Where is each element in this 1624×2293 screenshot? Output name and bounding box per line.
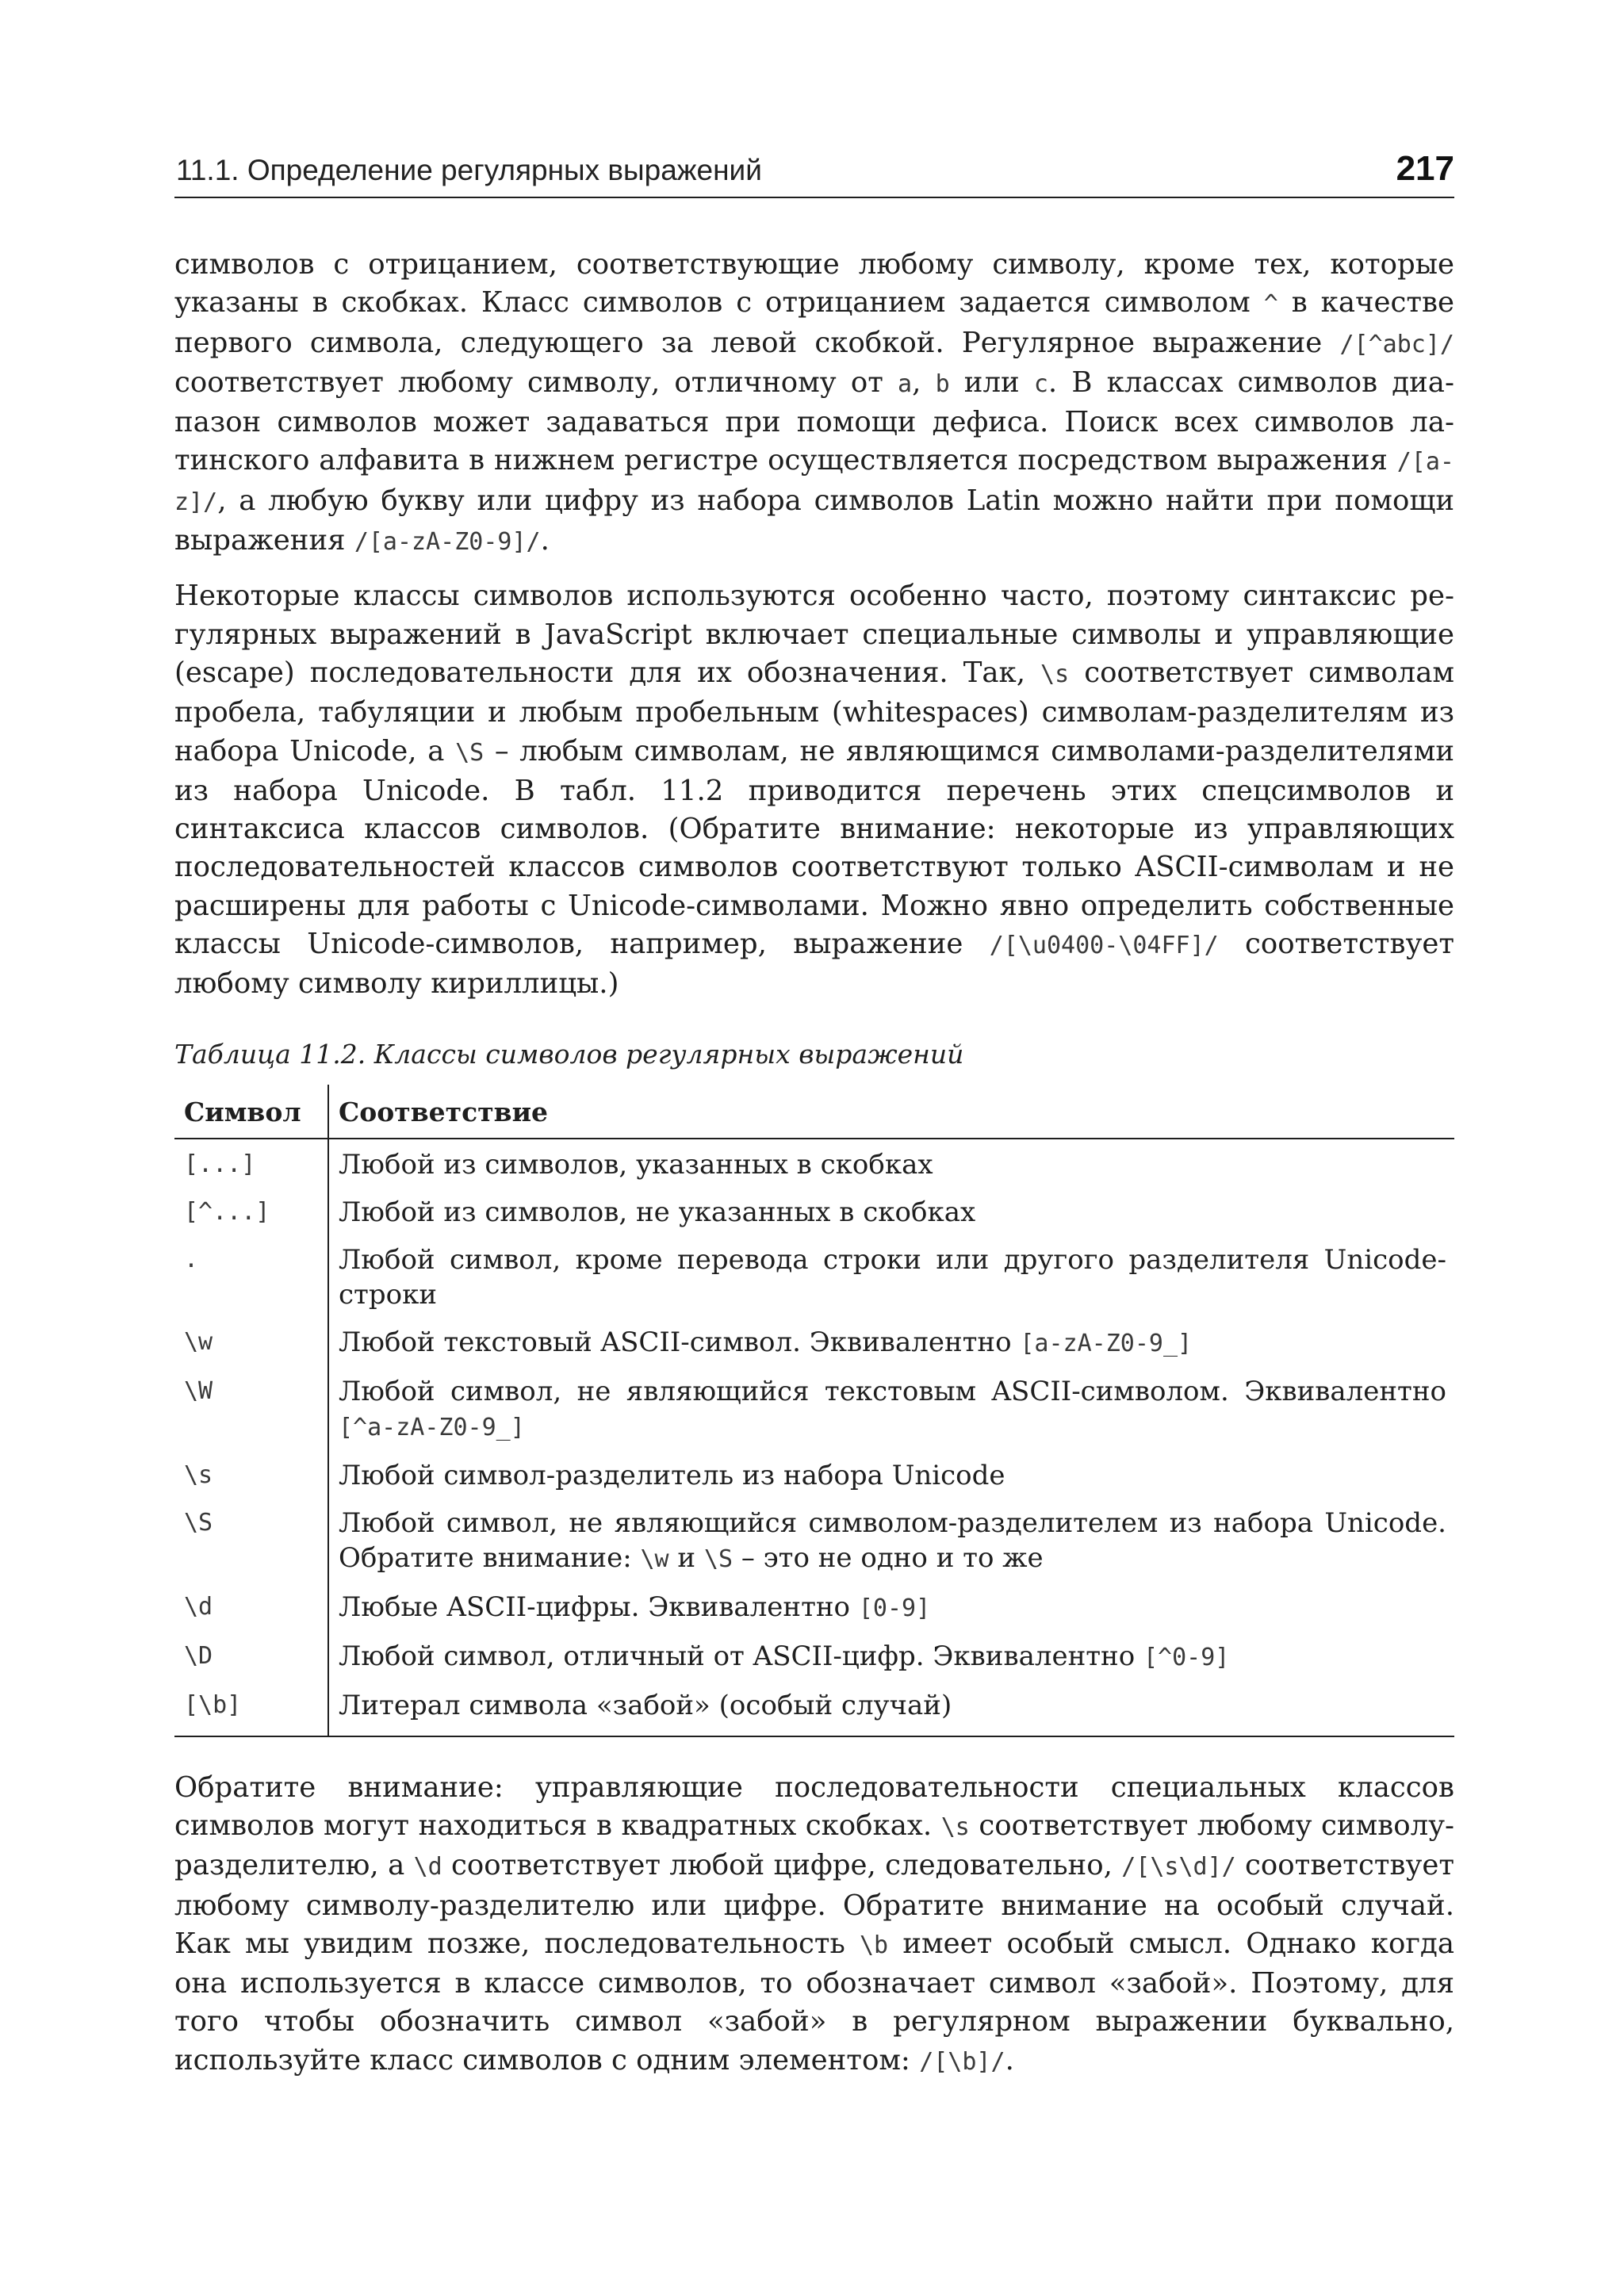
- text-run: Обратите внимание: управляющие последовательности специальных классов символов могут находиться в квадратных скобках.: [174, 1770, 1454, 1842]
- text-run: имеет особый смысл. Однако когда она используется в классе символов, то обозначает символ «забой». Поэтому, для того чтобы обозначить символ «забой» в регулярном выражении буквально, используйте класс символов с одним элементом:: [174, 1927, 1454, 2077]
- description-cell: [328, 1452, 1454, 1499]
- text-run: соответствует любому символу-разделителю или цифре. Обратите внимание на особый случай. Как мы увидим позже, последовательность: [174, 1849, 1454, 1960]
- inline-code: [^a-zA-Z0-9_]: [339, 1413, 525, 1441]
- inline-code: /[\b]/: [919, 2047, 1005, 2076]
- inline-code: a: [898, 369, 913, 398]
- text-run: соответствует любой цифре, следовательно,: [442, 1849, 1122, 1882]
- symbol-cell: [\b]: [174, 1682, 328, 1736]
- text-run: Некоторые классы символов используются особенно часто, поэтому синтаксис регулярных выражений в JavaScript включает специальные символы и управляющие (escape) последовательности для их обозначения. Так,: [174, 580, 1454, 689]
- description-cell: [328, 1319, 1454, 1368]
- text-run: .: [540, 524, 550, 557]
- inline-code: /[a-zA-Z0-9]/: [354, 528, 541, 557]
- cell-text: Любой символ-разделитель из набора Unicode: [339, 1459, 1005, 1491]
- inline-code: c: [1033, 369, 1048, 398]
- description-cell: [328, 1682, 1454, 1736]
- description-cell: [328, 1583, 1454, 1633]
- section-title: 11.1. Определение регулярных выражений: [176, 154, 762, 186]
- inline-code: \w: [640, 1545, 669, 1573]
- inline-code: [0-9]: [858, 1594, 931, 1622]
- symbol-cell: \D: [174, 1633, 328, 1682]
- symbol-cell: \s: [174, 1452, 328, 1499]
- table-header-row: [174, 1085, 1454, 1139]
- paragraph-2: [174, 577, 1454, 1003]
- inline-code: [a-zA-Z0-9_]: [1020, 1329, 1193, 1357]
- cell-text: Литерал символа «забой» (особый случай): [339, 1689, 952, 1721]
- inline-code: b: [935, 369, 950, 398]
- symbol-cell: \w: [174, 1319, 328, 1368]
- table-row: [174, 1499, 1454, 1583]
- page-number: 217: [1396, 149, 1454, 188]
- text-run: соответствует символам пробела, табуляции и любым пробельным (whitespaces) символам-разделителям из набора Unicode, а: [174, 656, 1455, 768]
- cell-text: – это не одно и то же: [733, 1541, 1044, 1574]
- text-run: .: [1005, 2043, 1014, 2077]
- text-run: символов с отрицанием, соответствующие любому символу, кроме тех, которые указаны в скобках. Класс символов с отрицанием задается символом: [174, 248, 1454, 320]
- page-header: [174, 149, 1454, 198]
- table-row: [174, 1583, 1454, 1633]
- description-cell: [328, 1139, 1454, 1189]
- cell-text: Любые ASCII-цифры. Эквивалентно: [339, 1591, 859, 1623]
- paragraph-1: [174, 246, 1454, 561]
- cell-text: Любой символ, не являющийся текстовым ASCII-символом. Эквивалентно: [339, 1375, 1446, 1407]
- inline-code: [^0-9]: [1143, 1643, 1230, 1671]
- symbol-cell: \W: [174, 1368, 328, 1452]
- symbol-cell: .: [174, 1236, 328, 1319]
- cell-text: Любой символ, не являющийся символом-разделителем из набора Unicode. Обратите внимание:: [339, 1506, 1446, 1574]
- table-row: [174, 1452, 1454, 1499]
- inline-code: \b: [860, 1931, 889, 1959]
- table-row: [174, 1682, 1454, 1736]
- description-cell: [328, 1189, 1454, 1236]
- text-run: , а любую букву или цифру из набора символов Latin можно найти при помощи выражения: [174, 484, 1454, 557]
- inline-code: /[a-z]/: [174, 448, 1454, 516]
- inline-code: \S: [455, 738, 485, 767]
- regex-classes-table: [174, 1085, 1454, 1737]
- cell-text: Любой из символов, не указанных в скобках: [339, 1196, 976, 1228]
- inline-code: ^: [1263, 290, 1278, 319]
- text-run: или: [949, 366, 1034, 399]
- table-row: [174, 1368, 1454, 1452]
- text-run: соответствует любому символу-разделителю, а: [174, 1809, 1454, 1882]
- symbol-cell: [^...]: [174, 1189, 328, 1236]
- table-row: [174, 1189, 1454, 1236]
- inline-code: /[\u0400-\04FF]/: [989, 932, 1219, 960]
- table-row: [174, 1319, 1454, 1368]
- cell-text: Любой из символов, указанных в скобках: [339, 1148, 933, 1181]
- paragraph-3: [174, 1769, 1454, 2081]
- inline-code: /[^abc]/: [1339, 330, 1454, 358]
- description-cell: [328, 1236, 1454, 1319]
- table-caption: Таблица 11.2. Классы символов регулярных выражений: [174, 1038, 964, 1070]
- text-run: – любым символам, не являющимся символами-разделителями из набора Unicode. В табл. 11.2 приводится перечень этих спецсимволов и синтаксиса классов символов. (Обратите внимание: некоторые из управляющих последовательностей классов символов соответствуют только ASCII-символам и не расширены для работы с Unicode-символами. Можно явно определить собственные классы Unicode-символов, например, выражение: [174, 734, 1455, 961]
- text-run: ,: [912, 366, 936, 399]
- cell-text: Любой символ, отличный от ASCII-цифр. Эквивалентно: [339, 1640, 1143, 1672]
- symbol-cell: [...]: [174, 1139, 328, 1189]
- text-run: в качестве первого символа, следующего за левой скобкой. Регулярное выражение: [174, 286, 1455, 359]
- text-run: соответствует любому символу, отличному от: [174, 366, 898, 399]
- cell-text: Любой символ, кроме перевода строки или другого разделителя Unicode-строки: [339, 1243, 1446, 1311]
- column-header-symbol: Символ: [174, 1085, 328, 1139]
- table-row: [174, 1633, 1454, 1682]
- table-row: [174, 1236, 1454, 1319]
- inline-code: \d: [413, 1853, 442, 1881]
- inline-code: \s: [1040, 660, 1070, 688]
- page-content: [174, 246, 1454, 2081]
- inline-code: \S: [703, 1545, 733, 1573]
- inline-code: /[\s\d]/: [1121, 1853, 1236, 1881]
- cell-text: Любой текстовый ASCII-символ. Эквивалентно: [339, 1326, 1021, 1358]
- column-header-match: Соответствие: [328, 1085, 1454, 1139]
- text-run: соответствует любому символу кириллицы.): [174, 928, 1454, 1001]
- cell-text: и: [668, 1541, 704, 1574]
- inline-code: \s: [940, 1813, 970, 1841]
- table-row: [174, 1139, 1454, 1189]
- description-cell: [328, 1499, 1454, 1583]
- symbol-cell: \d: [174, 1583, 328, 1633]
- text-run: . В классах символов диапазон символов может задаваться при помощи дефиса. Поиск всех символов латинского алфавита в нижнем регистре осуществляется посредством выражения: [174, 366, 1454, 477]
- description-cell: [328, 1633, 1454, 1682]
- symbol-cell: \S: [174, 1499, 328, 1583]
- description-cell: [328, 1368, 1454, 1452]
